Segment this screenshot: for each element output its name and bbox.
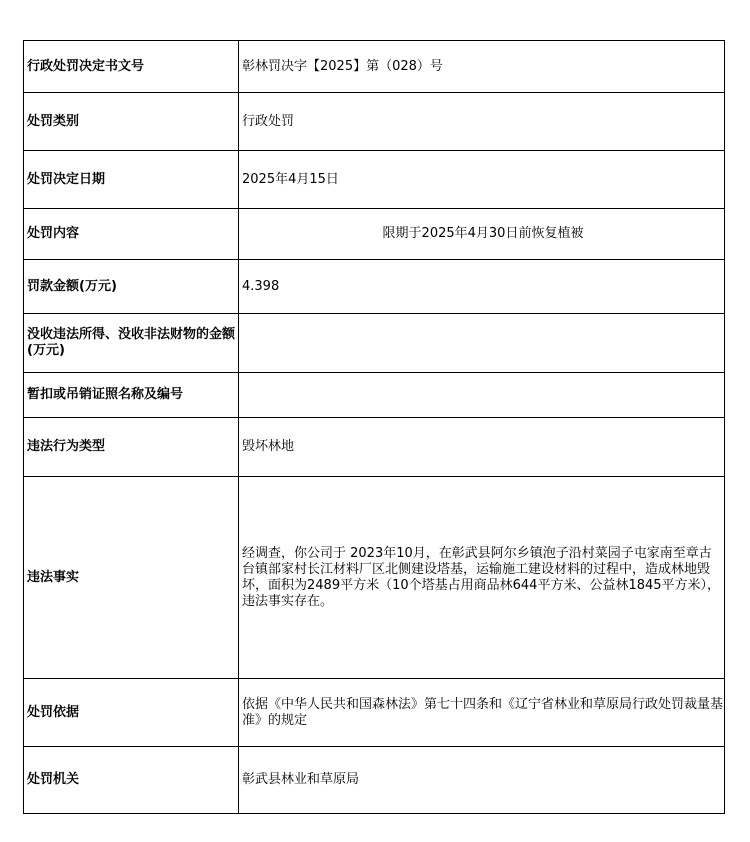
table-row [24,418,725,477]
penalty-category-label: 处罚类别 [24,93,239,151]
license-suspension-label: 暂扣或吊销证照名称及编号 [24,373,239,418]
penalty-basis-label: 处罚依据 [24,679,239,747]
confiscation-amount-label: 没收违法所得、没收非法财物的金额(万元) [24,314,239,373]
penalty-basis-value: 依据《中华人民共和国森林法》第七十四条和《辽宁省林业和草原局行政处罚裁量基准》的规定 [239,679,725,747]
penalty-info-table [23,40,725,814]
table-row [24,209,725,260]
penalty-content-value: 限期于2025年4月30日前恢复植被 [239,209,725,260]
penalty-content-label: 处罚内容 [24,209,239,260]
table-row [24,151,725,209]
table-row [24,747,725,814]
table-row [24,260,725,314]
penalty-authority-value: 彰武县林业和草原局 [239,747,725,814]
violation-type-label: 违法行为类型 [24,418,239,477]
decision-number-label: 行政处罚决定书文号 [24,41,239,93]
table-row [24,314,725,373]
decision-date-value: 2025年4月15日 [239,151,725,209]
decision-number-value: 彰林罚决字【2025】第（028）号 [239,41,725,93]
table-row [24,93,725,151]
license-suspension-value [239,373,725,418]
violation-facts-value: 经调查，你公司于 2023年10月，在彰武县阿尔乡镇泡子沿村菜园子屯家南至章古台镇部家村长江材料厂区北侧建设塔基，运输施工建设材料的过程中，造成林地毁坏，面积为2489平方米（10个塔基占用商品林644平方米、公益林1845平方米），违法事实存在。 [239,477,725,679]
fine-amount-label: 罚款金额(万元) [24,260,239,314]
table-row [24,41,725,93]
confiscation-amount-value [239,314,725,373]
table-row [24,373,725,418]
fine-amount-value: 4.398 [239,260,725,314]
penalty-authority-label: 处罚机关 [24,747,239,814]
decision-date-label: 处罚决定日期 [24,151,239,209]
table-row [24,477,725,679]
violation-type-value: 毁坏林地 [239,418,725,477]
violation-facts-label: 违法事实 [24,477,239,679]
table-row [24,679,725,747]
penalty-category-value: 行政处罚 [239,93,725,151]
